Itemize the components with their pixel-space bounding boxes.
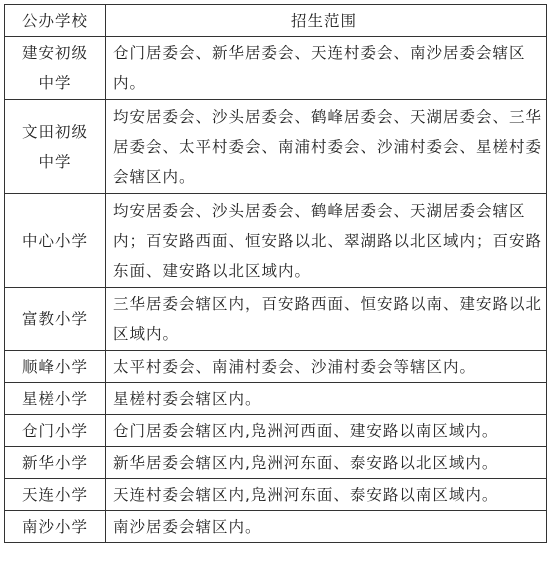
school-name: 南沙小学 [21, 517, 88, 536]
header-scope: 招生范围 [106, 5, 547, 37]
table-row [5, 351, 547, 383]
enrollment-scope: 三华居委会辖区内，百安路西面、恒安路以南、建安路以北区域内。 [106, 288, 547, 351]
enrollment-zone-table [4, 4, 547, 543]
enrollment-scope: 均安居委会、沙头居委会、鹤峰居委会、天湖居委会、三华居委会、太平村委会、南浦村委会、沙浦村委会、星槎村委会辖区内。 [106, 100, 547, 194]
table-row [5, 194, 547, 288]
school-name: 富教小学 [21, 310, 88, 328]
enrollment-scope: 太平村委会、南浦村委会、沙浦村委会等辖区内。 [106, 351, 547, 383]
enrollment-scope: 仓门居委会辖区内,凫洲河西面、建安路以南区域内。 [106, 415, 547, 447]
school-name: 中心小学 [21, 231, 88, 250]
header-school: 公办学校 [5, 5, 106, 37]
enrollment-scope: 天连村委会辖区内,凫洲河东面、泰安路以南区域内。 [106, 479, 547, 511]
table-row [5, 447, 547, 479]
table-header-row [5, 5, 547, 37]
school-name: 仓门小学 [21, 421, 88, 440]
enrollment-scope: 均安居委会、沙头居委会、鹤峰居委会、天湖居委会辖区内；百安路西面、恒安路以北、翠湖路以北区域内；百安路东面、建安路以北区域内。 [106, 194, 547, 288]
school-name: 文田初级中学 [21, 122, 88, 171]
table-row [5, 383, 547, 415]
school-name: 星槎小学 [21, 389, 88, 408]
school-name: 天连小学 [21, 485, 88, 504]
school-name: 建安初级中学 [21, 44, 88, 92]
school-name: 顺峰小学 [21, 357, 88, 376]
table-row [5, 415, 547, 447]
school-name: 新华小学 [21, 453, 88, 472]
table-row [5, 288, 547, 351]
enrollment-scope: 南沙居委会辖区内。 [106, 511, 547, 543]
table-row [5, 100, 547, 194]
table-row [5, 511, 547, 543]
enrollment-scope: 仓门居委会、新华居委会、天连村委会、南沙居委会辖区内。 [106, 37, 547, 100]
table-row [5, 479, 547, 511]
table-row [5, 37, 547, 100]
enrollment-scope: 新华居委会辖区内,凫洲河东面、泰安路以北区域内。 [106, 447, 547, 479]
enrollment-scope: 星槎村委会辖区内。 [106, 383, 547, 415]
